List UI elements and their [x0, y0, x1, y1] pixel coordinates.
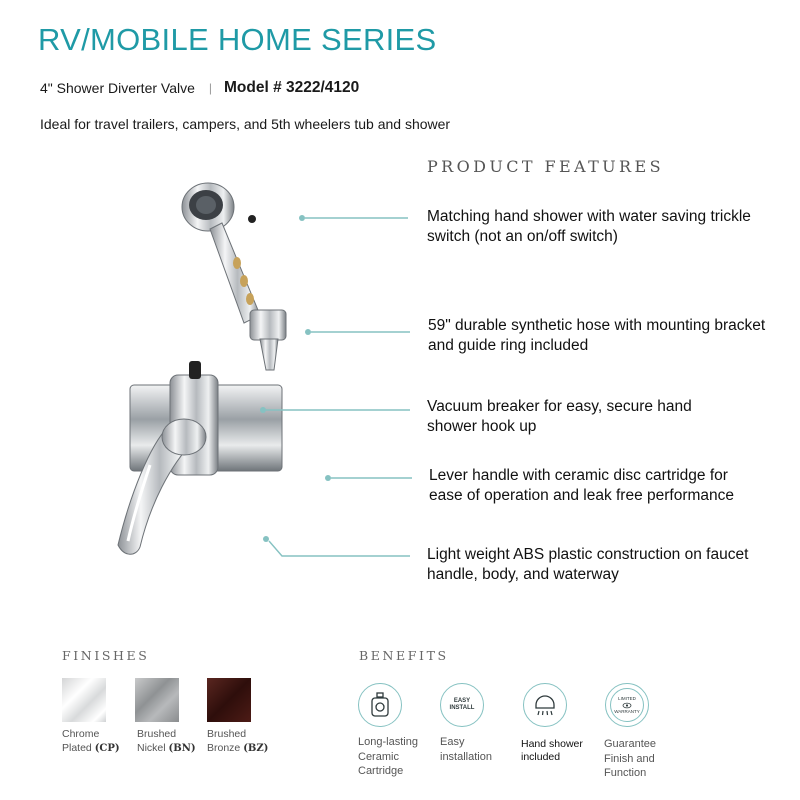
feature-text-line: ease of operation and leak free performance	[429, 487, 735, 504]
warranty-icon-text-bottom: WARRANTY	[614, 708, 640, 714]
warranty-icon-text-top: LIMITED	[618, 695, 636, 701]
model-number: Model # 3222/4120	[224, 79, 360, 96]
feature-text-line: switch (not an on/off switch)	[427, 228, 618, 245]
feature-text-line: Lever handle with ceramic disc cartridge for	[429, 467, 728, 484]
finish-line: Brushed	[207, 728, 247, 740]
finish-code: (BN)	[168, 743, 196, 754]
finish-line: Nickel	[137, 742, 166, 754]
feature-text-line: shower hook up	[427, 418, 537, 435]
feature-item	[427, 397, 787, 437]
benefit-label-warranty	[604, 737, 656, 781]
benefit-line: Hand shower	[521, 738, 583, 750]
finish-label-chrome	[62, 727, 120, 756]
leader-dot-3	[260, 407, 266, 413]
finish-line: Plated	[62, 742, 92, 754]
finish-code: (BZ)	[243, 743, 269, 754]
swatch-chrome	[62, 678, 106, 722]
feature-item	[428, 316, 798, 356]
product-name: 4" Shower Diverter Valve	[40, 80, 195, 96]
leader-dot-4	[325, 475, 331, 481]
leader-dot-5	[263, 536, 269, 542]
benefit-line: Long-lasting	[358, 736, 418, 748]
finishes-heading: FINISHES	[62, 648, 150, 663]
finish-line: Brushed	[137, 728, 177, 740]
leader-dot-2	[305, 329, 311, 335]
hand-shower-icon	[523, 683, 567, 727]
swatch-bronze	[207, 678, 251, 722]
benefits-heading: BENEFITS	[359, 648, 449, 663]
limited-warranty-icon	[605, 683, 649, 727]
feature-text-line: Light weight ABS plastic construction on faucet	[427, 546, 749, 563]
feature-item	[427, 207, 787, 247]
finish-label-nickel	[137, 727, 196, 756]
benefit-line: Ceramic	[358, 750, 399, 763]
leader-line-5	[269, 541, 410, 556]
benefit-line: Easy	[440, 736, 465, 748]
finish-label-bronze	[207, 727, 268, 756]
finish-line: Bronze	[207, 742, 241, 754]
benefit-line: included	[521, 751, 561, 763]
features-heading: PRODUCT FEATURES	[427, 157, 664, 176]
benefit-line: Guarantee	[604, 738, 656, 750]
benefit-label-cartridge	[358, 735, 418, 779]
feature-text-line: and guide ring included	[428, 337, 589, 354]
benefit-line: Function	[604, 767, 647, 779]
feature-text-line: Vacuum breaker for easy, secure hand	[427, 398, 692, 415]
benefit-line: installation	[440, 750, 492, 763]
benefit-label-hand-shower	[521, 738, 583, 764]
leader-dot-1	[299, 215, 305, 221]
benefit-line: Finish and	[604, 752, 655, 765]
feature-text-line: Matching hand shower with water saving trickle	[427, 208, 751, 225]
benefit-label-easy-install	[440, 735, 492, 764]
cartridge-icon	[358, 683, 402, 727]
tagline: Ideal for travel trailers, campers, and 5th wheelers tub and shower	[40, 116, 451, 132]
separator: |	[208, 81, 213, 95]
feature-text-line: 59" durable synthetic hose with mounting bracket	[428, 317, 766, 334]
easy-install-icon	[440, 683, 484, 727]
feature-item	[429, 466, 789, 506]
feature-item	[427, 545, 787, 585]
swatch-nickel	[135, 678, 179, 722]
easy-install-icon-text: EASY INSTALL	[449, 698, 475, 711]
feature-text-line: handle, body, and waterway	[427, 566, 619, 583]
finish-line: Chrome	[62, 728, 100, 740]
finish-code: (CP)	[94, 743, 120, 754]
benefit-line: Cartridge	[358, 765, 404, 777]
page-title: RV/MOBILE HOME SERIES	[38, 22, 437, 57]
